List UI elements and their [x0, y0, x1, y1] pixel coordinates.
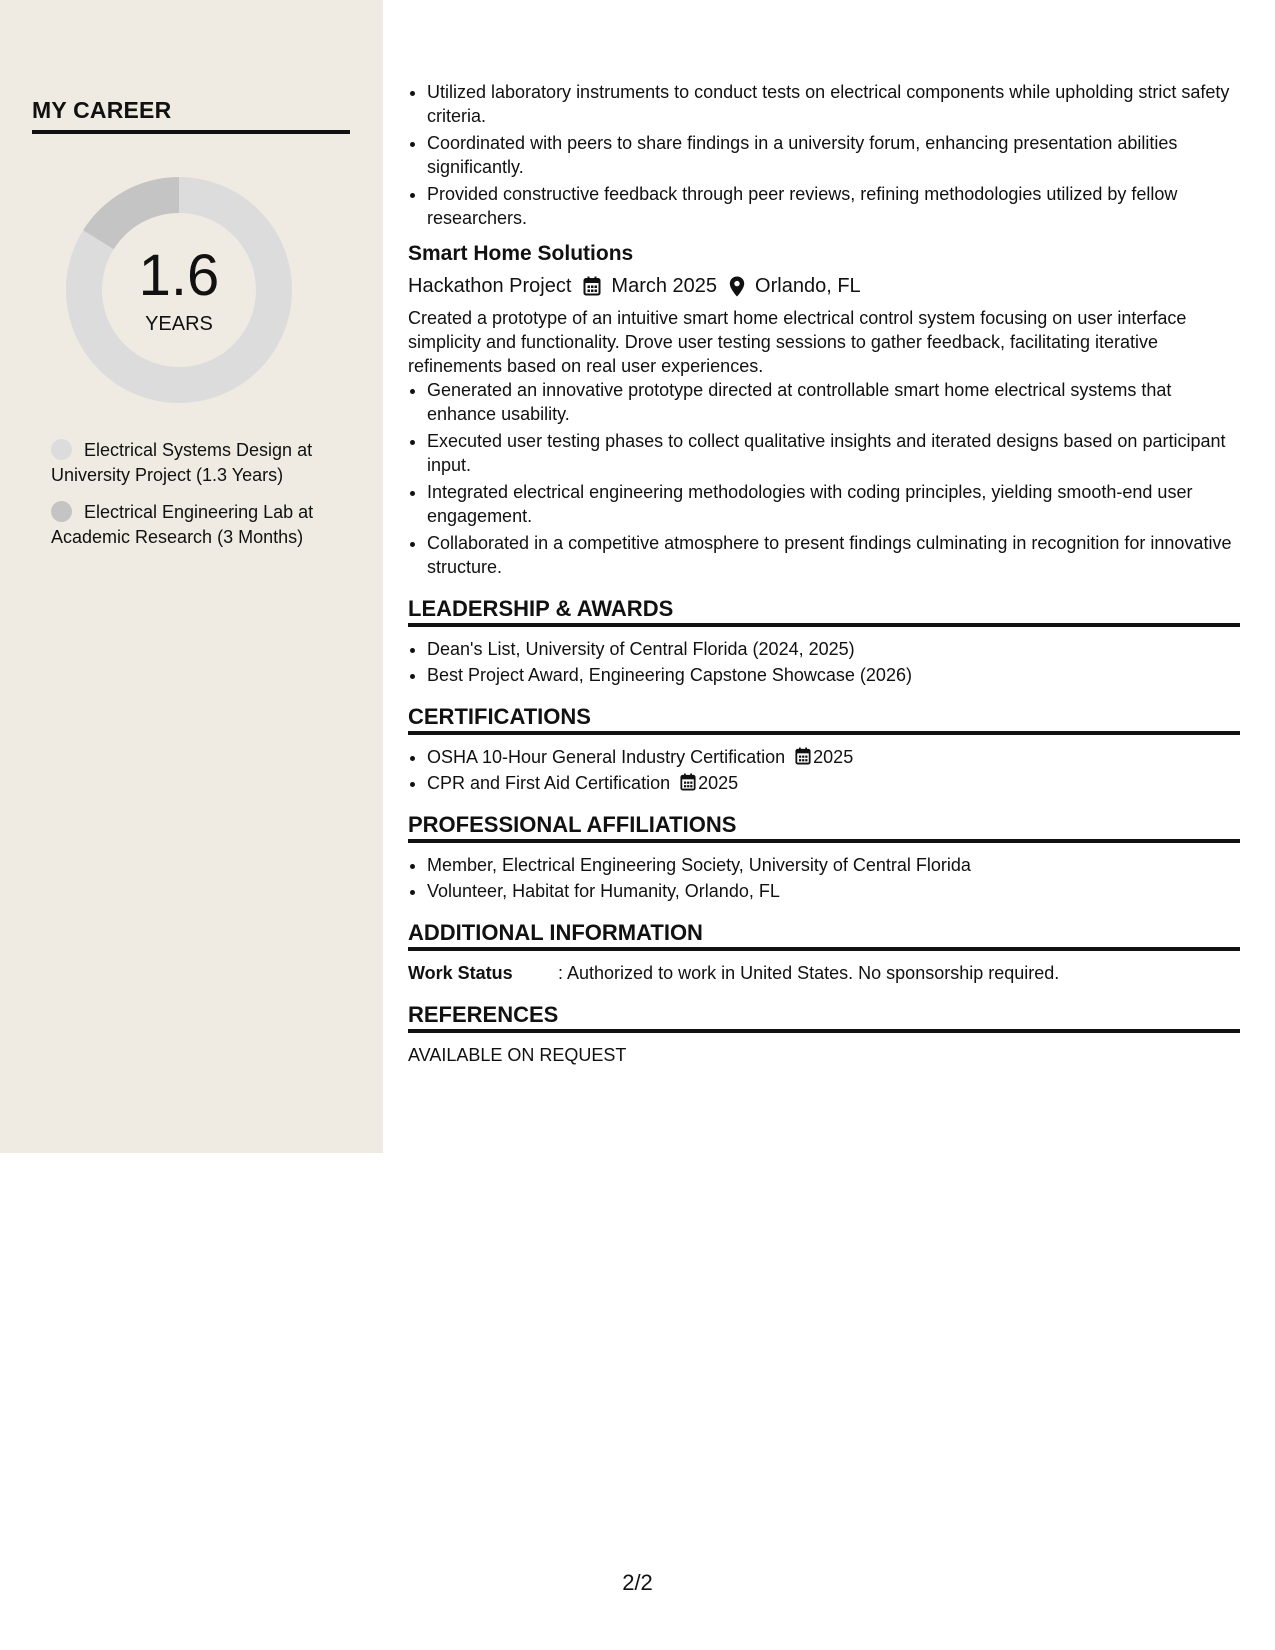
legend-item: [51, 438, 341, 488]
list-item: • Best Project Award, Engineering Capstone Showcase (2026): [427, 663, 1240, 687]
calendar-icon: [680, 773, 696, 791]
calendar-icon: [583, 276, 601, 296]
project-type: Hackathon Project: [408, 275, 572, 297]
affiliations-section-title: PROFESSIONAL AFFILIATIONS: [408, 813, 1240, 843]
career-legend: [51, 438, 341, 562]
legend-item: [51, 500, 341, 550]
certification-year: 2025: [813, 747, 854, 767]
additional-info-section-title: ADDITIONAL INFORMATION: [408, 921, 1240, 951]
work-status-row: [408, 961, 1240, 985]
page-number: 2/2: [622, 1570, 653, 1595]
project-location: Orlando, FL: [755, 275, 861, 297]
total-experience-value: 1.6: [138, 243, 220, 308]
total-experience-unit: YEARS: [145, 313, 213, 335]
leadership-list: [408, 637, 1240, 687]
legend-label: Electrical Systems Design at University Project (1.3 Years): [51, 440, 313, 485]
work-status-value: : Authorized to work in United States. No sponsorship required.: [558, 963, 1060, 983]
list-item: • Executed user testing phases to collect qualitative insights and iterated designs based on participant input.: [427, 429, 1240, 477]
project-meta: [408, 272, 1240, 300]
project-description: Created a prototype of an intuitive smart home electrical control system focusing on user interface simplicity and functionality. Drove user testing sessions to gather feedback, facilitating iterative refinements based on real user experiences.: [408, 308, 1187, 376]
list-item: • Volunteer, Habitat for Humanity, Orlando, FL: [427, 879, 1240, 903]
list-item: • Dean's List, University of Central Florida (2024, 2025): [427, 637, 1240, 661]
legend-dot-icon: [51, 501, 72, 522]
list-item: • Collaborated in a competitive atmosphere to present findings culminating in recognition for innovative structure.: [427, 531, 1240, 579]
project-bullets: [408, 378, 1240, 579]
list-item: [427, 745, 1240, 769]
calendar-icon: [795, 747, 811, 765]
previous-role-bullets: [408, 80, 1240, 230]
project-title: Smart Home Solutions: [408, 242, 634, 265]
affiliations-list: [408, 853, 1240, 903]
donut-segment-2: [83, 177, 179, 249]
list-item: [427, 771, 1240, 795]
sidebar: [0, 0, 383, 1153]
references-text: AVAILABLE ON REQUEST: [408, 1045, 627, 1065]
legend-label: Electrical Engineering Lab at Academic Research (3 Months): [51, 502, 314, 547]
leadership-section-title: LEADERSHIP & AWARDS: [408, 597, 1240, 627]
main-content: [408, 80, 1240, 1067]
experience-donut-chart: [66, 177, 292, 403]
certification-name: CPR and First Aid Certification: [427, 773, 671, 793]
list-item: • Member, Electrical Engineering Society, University of Central Florida: [427, 853, 1240, 877]
project-date: March 2025: [611, 275, 718, 297]
certification-name: OSHA 10-Hour General Industry Certification: [427, 747, 786, 767]
certifications-section-title: CERTIFICATIONS: [408, 705, 1240, 735]
list-item: • Provided constructive feedback through peer reviews, refining methodologies utilized by fellow researchers.: [427, 182, 1240, 230]
certification-year: 2025: [698, 773, 739, 793]
career-section-title: MY CAREER: [32, 97, 350, 134]
list-item: • Generated an innovative prototype directed at controllable smart home electrical systems that enhance usability.: [427, 378, 1240, 426]
work-status-label: Work Status: [408, 963, 513, 983]
location-pin-icon: [729, 276, 745, 297]
legend-dot-icon: [51, 439, 72, 460]
list-item: • Coordinated with peers to share findings in a university forum, enhancing presentation abilities significantly.: [427, 131, 1240, 179]
list-item: • Integrated electrical engineering methodologies with coding principles, yielding smooth-end user engagement.: [427, 480, 1240, 528]
references-section-title: REFERENCES: [408, 1003, 1240, 1033]
certifications-list: [408, 745, 1240, 795]
list-item: • Utilized laboratory instruments to conduct tests on electrical components while upholding strict safety criteria.: [427, 80, 1240, 128]
